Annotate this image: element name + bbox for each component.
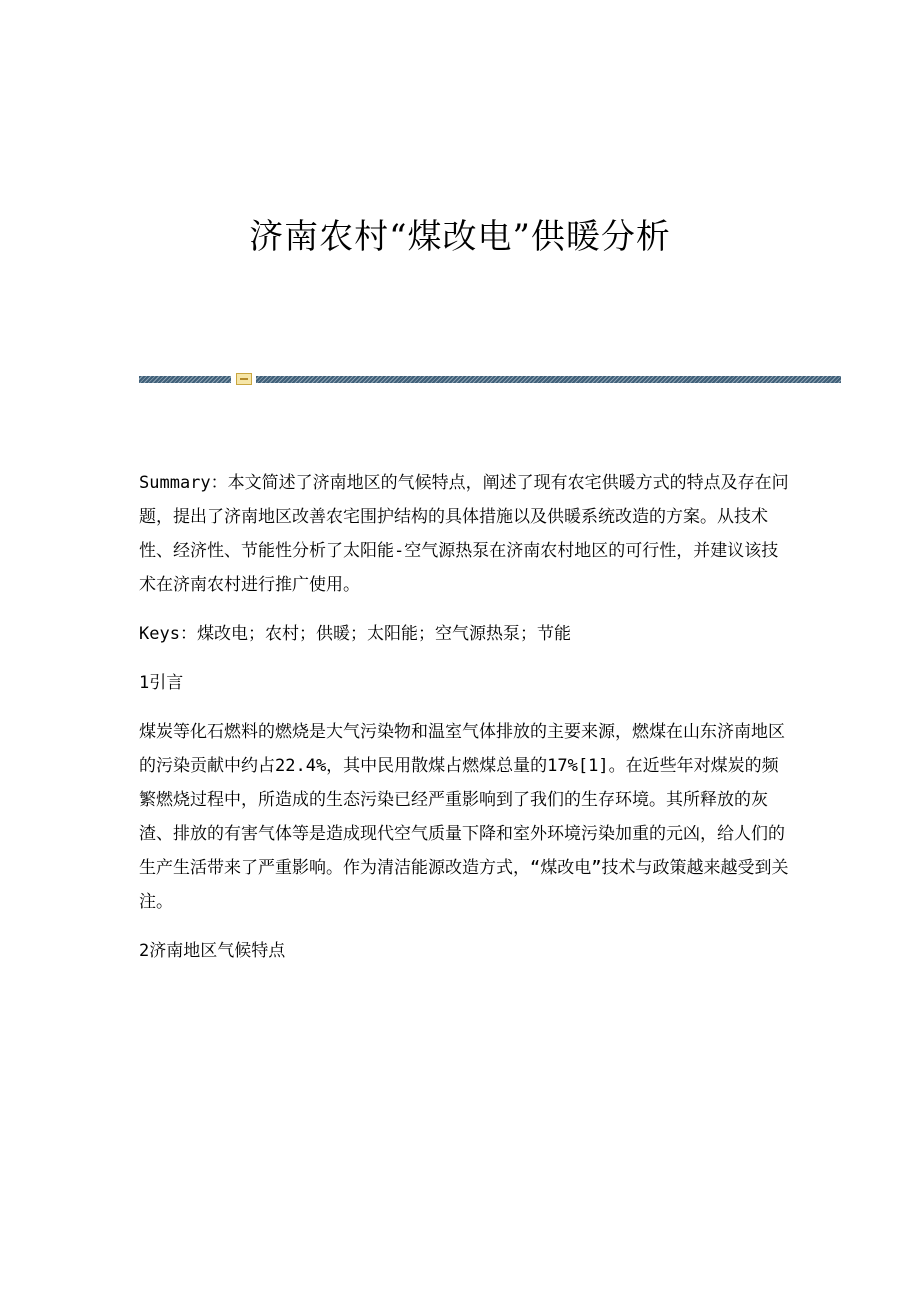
section-heading: 2济南地区气候特点 — [139, 941, 286, 961]
document-body — [139, 466, 789, 983]
section-paragraph: 煤炭等化石燃料的燃烧是大气污染物和温室气体排放的主要来源，燃煤在山东济南地区的污染贡献中约占22.4%，其中民用散煤占燃煤总量的17%[1]。在近些年对煤炭的频繁燃烧过程中，所造成的生态污染已经严重影响到了我们的生存环境。其所释放的灰渣、排放的有害气体等是造成现代空气质量下降和室外环境污染加重的元凶，给人们的生产生活带来了严重影响。作为清洁能源改造方式，“煤改电”技术与政策越来越受到关注。 — [139, 722, 789, 912]
section-heading: 1引言 — [139, 673, 184, 693]
divider-bar-left — [139, 376, 231, 383]
summary-paragraph: Summary：本文简述了济南地区的气候特点，阐述了现有农宅供暖方式的特点及存在问题，提出了济南地区改善农宅围护结构的具体措施以及供暖系统改造的方案。从技术性、经济性、节能性分析了太阳能-空气源热泵在济南农村地区的可行性，并建议该技术在济南农村进行推广使用。 — [139, 473, 789, 595]
divider-bar-right — [256, 376, 841, 383]
divider-ornament-icon — [236, 373, 252, 385]
keywords-paragraph: Keys：煤改电；农村；供暖；太阳能；空气源热泵；节能 — [139, 624, 571, 644]
title-divider — [139, 373, 841, 385]
document-title: 济南农村“煤改电”供暖分析 — [249, 217, 671, 257]
